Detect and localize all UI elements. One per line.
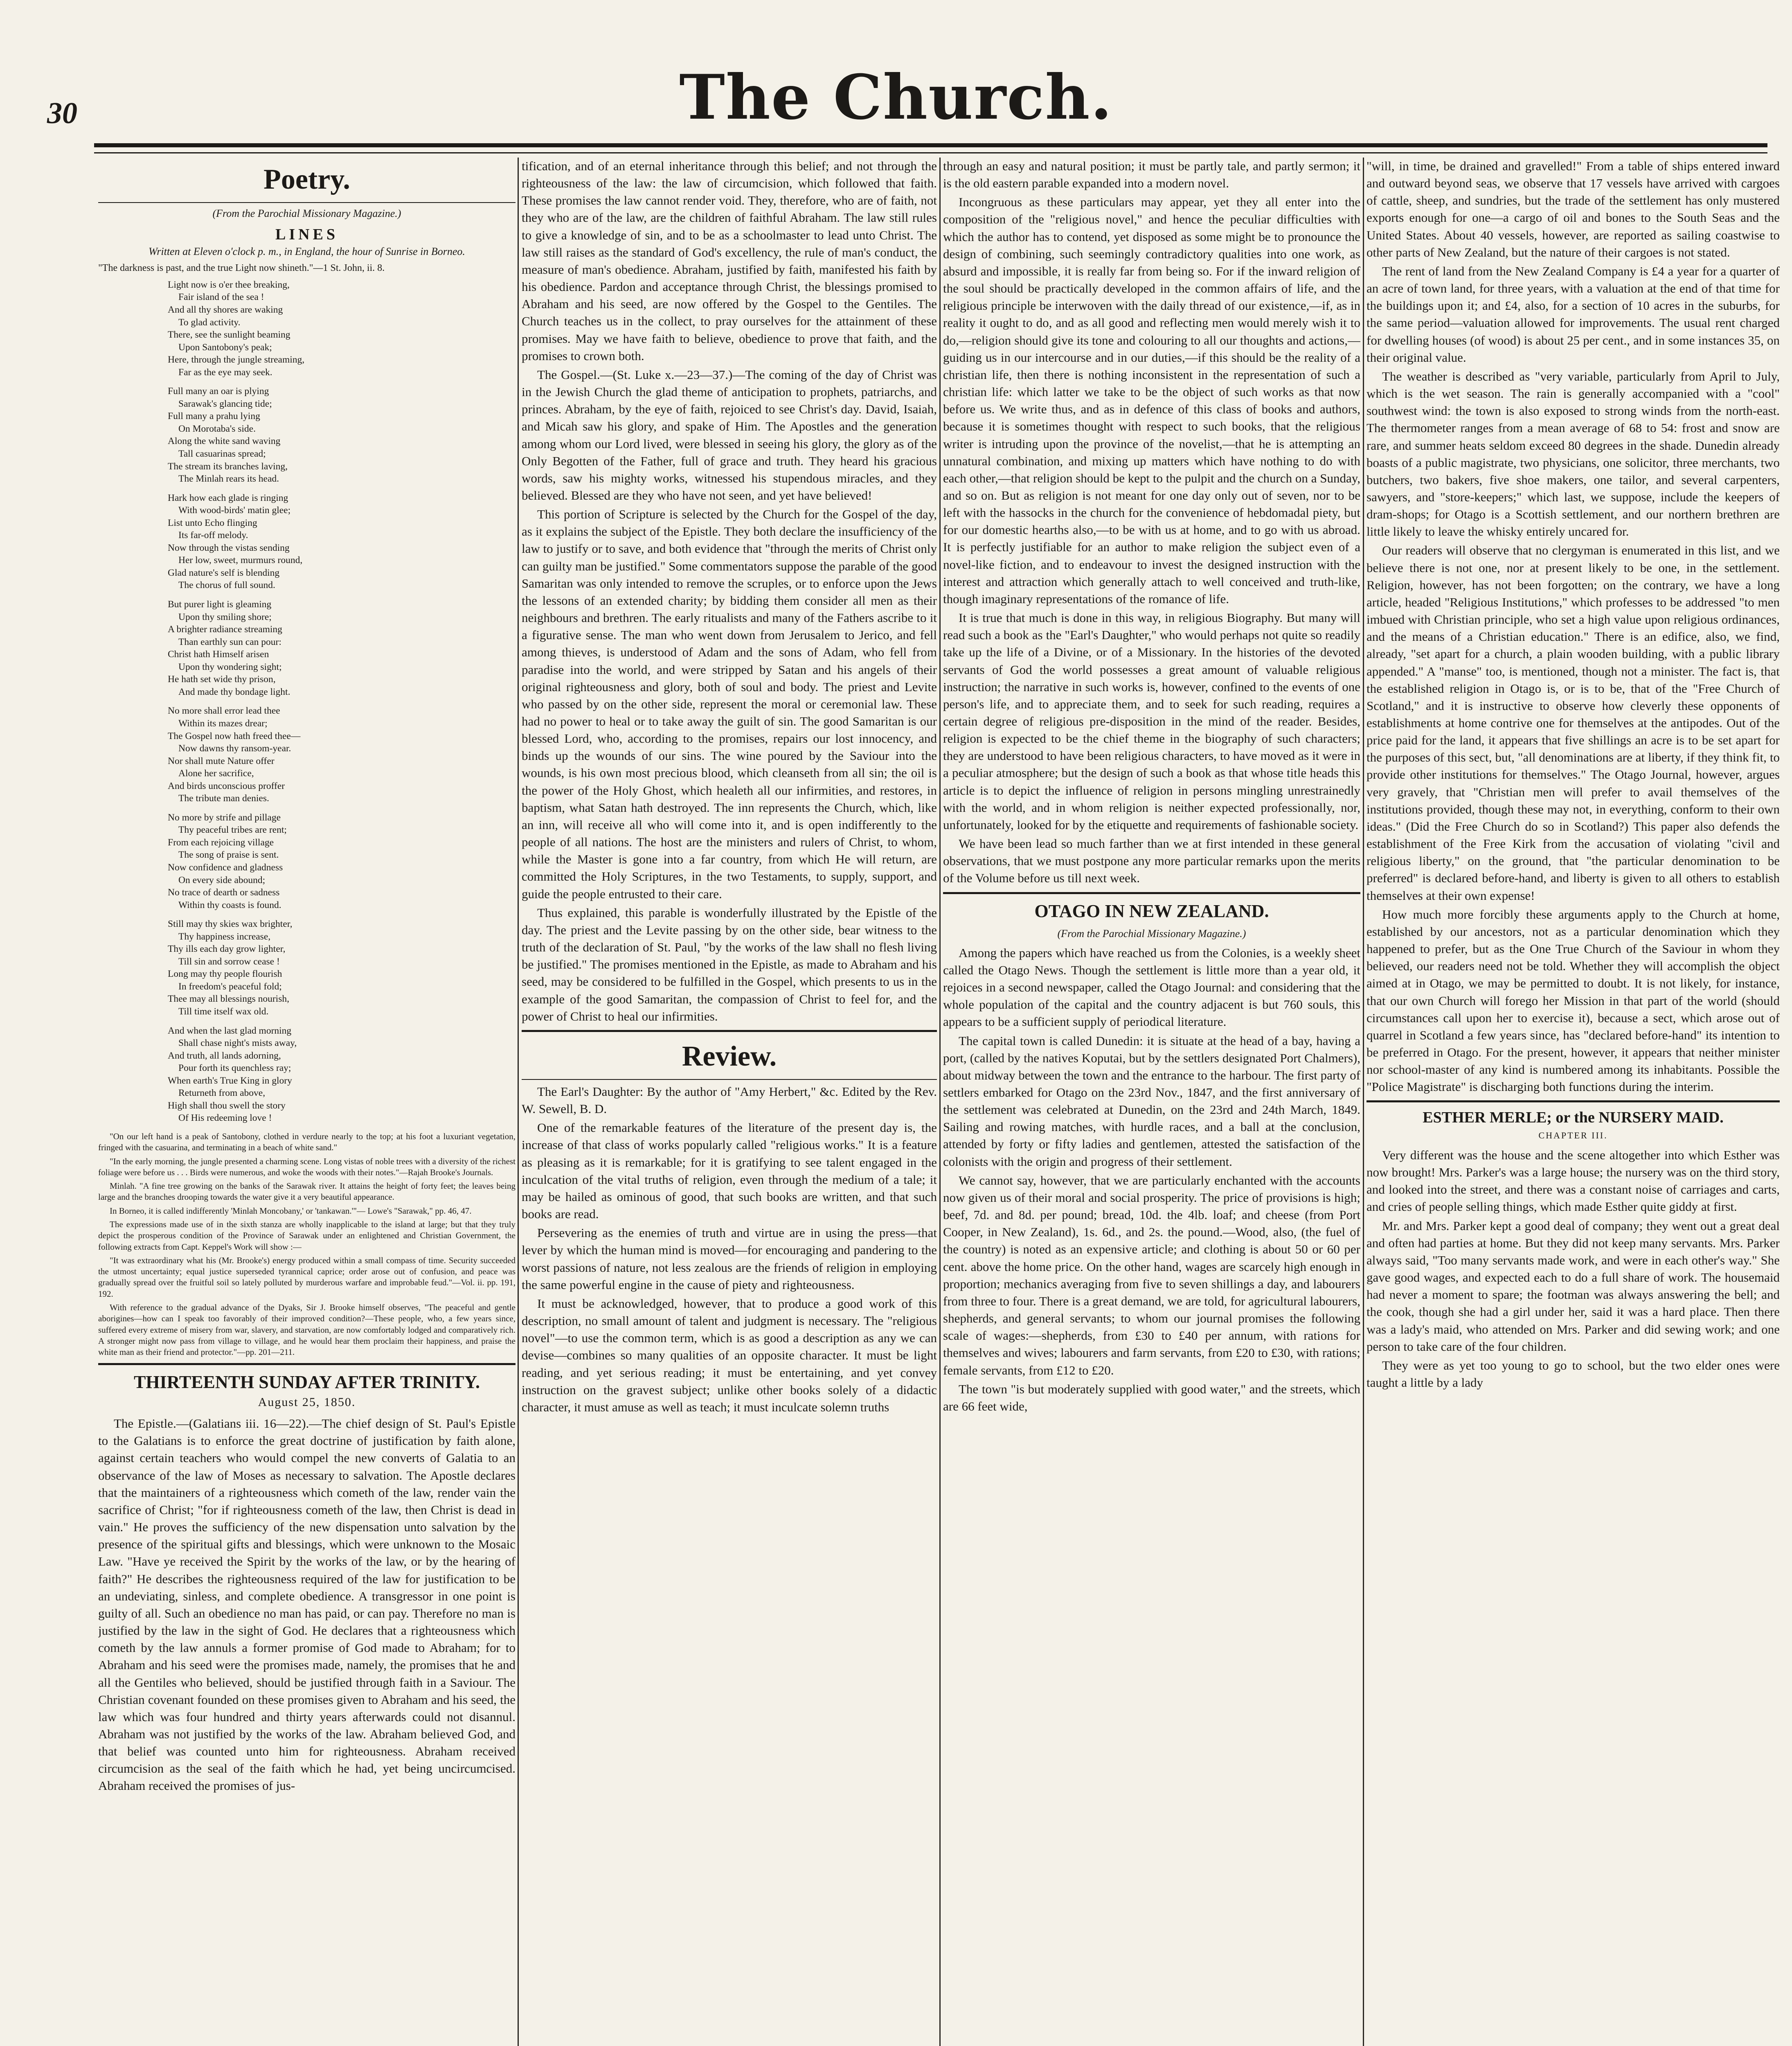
esther-paragraph: They were as yet too young to go to school, but the two elder ones were taught a little by a lady <box>1367 1358 1780 1390</box>
poem-line: And birds unconscious proffer <box>168 780 285 791</box>
poem-stanza <box>168 279 516 379</box>
poem-line: Light now is o'er thee breaking, <box>168 279 290 290</box>
poem-note: The expressions made use of in the sixth stanza are wholly inapplicable to the island at large; but that they truly depict the prosperous condition of the Province of Sarawak under an enlightened and Christian Government, the following extracts from Capt. Keppel's Work will show :— <box>98 1219 516 1252</box>
review-paragraph: Incongruous as these particulars may appear, yet they all enter into the composition of the "religious novel," and hence the peculiar difficulties with which the author has to contend, yet disposed as some might be to pronounce the design of combining, such seemingly contradictory qualities into one work, as absurd and impossible, it is really far from being so. For if the inward religion of the soul should be practically developed in the common affairs of life, and the religious principle be interwoven with the daily thread of our existence,—if, as in reality it ought to do, and as all good and reflecting men would merely wish it to do,—religion should give its tone and colouring to all our thoughts and actions,—guiding us in our intercourse and in our duties,—if this should be the reality of a christian life, then there is nothing inconsistent in the representation of such a christian life: which latter we take to be the object of such works as that now before us. We write thus, and as in defence of this class of books and authors, because it is sometimes thought with respect to such books, that the religious writer is intruding upon the province of the novelist,—that he is attempting an unnatural combination, and mixing up matters which have nothing to do with each other,—that religion should be kept to the pulpit and the church on a Sunday, and so on. But as religion is not meant for one day only out of seven, nor to be left with the hassocks in the church for the convenience of hebdomadal piety, but for our domestic hearths also,—to be with us at home, and to go with us abroad. It is perfectly justifiable for an author to make religion the subject even of a novel-like fiction, and to endeavour to invest the designed instruction with the interest and attraction which generally attach to well conceived and truth-like, though imaginary representations of the romance of life. <box>943 195 1360 606</box>
divider <box>522 1030 937 1032</box>
poem-line: Upon thy smiling shore; <box>178 611 272 622</box>
poem-line: Far as the eye may seek. <box>178 367 272 378</box>
poem-line: Within thy coasts is found. <box>178 899 281 910</box>
poetry-heading: Poetry. <box>263 164 350 195</box>
poem-epigraph: "The darkness is past, and the true Light now shineth."—1 St. John, ii. 8. <box>98 262 385 273</box>
epistle-paragraph: The Epistle.—(Galatians iii. 16—22).—The chief design of St. Paul's Epistle to the Galatians is to enforce the great doctrine of justification by faith alone, against certain teachers who would compel the new converts of Galatia to an observance of the law of Moses as necessary to salvation. The Apostle declares that the maintainers of a righteousness which cometh of the law, render vain the sacrifice of Christ; "for if righteousness cometh of the law, then Christ is dead in vain." He proves the sufficiency of the new dispensation unto salvation by the presence of the spiritual gifts and blessings, which were unknown to the Mosaic Law. "Have ye received the Spirit by the works of the law, or by the hearing of faith?" He describes the righteousness required of the law for justification to be an undeviating, sinless, and complete obedience. A transgressor in one point is guilty of all. Such an obedience no man has paid, or can pay. Therefore no man is justified by the law in the sight of God. He declares that a righteousness which cometh by the law annuls a former promise of God made to Abraham; for to Abraham and his seed were the promises made, namely, the promises that he and all the Gentiles who believed, should be justified through faith in a Saviour. The Christian covenant founded on these promises given to Abraham and his seed, the law which was four hundred and thirty years afterwards could not disannul. Abraham was not justified by the works of the law. Abraham believed God, and that belief was counted unto him for righteousness. Abraham received circumcision as the seal of the faith which he had, yet being uncircumcised. Abraham received the promises of jus- <box>98 1416 516 1793</box>
poem-line: Full many a prahu lying <box>168 411 260 422</box>
otago-paragraph: Among the papers which have reached us from the Colonies, is a weekly sheet called the Otago News. Though the settlement is little more than a year old, it rejoices in a second newspaper, called the Otago Journal: and considering that the whole population of the capital and the country adjacent is but 760 souls, this appears to be a sufficient supply of periodical literature. <box>943 945 1360 1029</box>
poem-line: Upon thy wondering sight; <box>178 661 282 672</box>
poem-line: No trace of dearth or sadness <box>168 887 280 898</box>
review-paragraph: We have been lead so much farther than we at first intended in these general observations, that we must postpone any more particular remarks upon the merits of the Volume before us till next week. <box>943 836 1360 886</box>
divider <box>98 202 516 203</box>
divider <box>943 892 1360 894</box>
poem-line: Tall casuarinas spread; <box>178 448 266 460</box>
poem-line: A brighter radiance streaming <box>168 624 282 635</box>
poem-line: Thee may all blessings nourish, <box>168 994 289 1005</box>
poem-notes <box>98 1131 516 1358</box>
poem-line: Full many an oar is plying <box>168 386 269 397</box>
poem-line: Thy peaceful tribes are rent; <box>178 825 287 836</box>
review-heading: Review. <box>682 1040 777 1072</box>
poem-line: And all thy shores are waking <box>168 304 283 315</box>
esther-heading: ESTHER MERLE; or the NURSERY MAID. <box>1423 1109 1724 1127</box>
poem-line: Here, through the jungle streaming, <box>168 354 305 365</box>
column-3 <box>943 158 1360 2046</box>
poem-line: Now dawns thy ransom-year. <box>178 743 291 754</box>
poem-line: On Morotaba's side. <box>178 423 256 434</box>
poem-line: Glad nature's self is blending <box>168 567 280 578</box>
poem-line: No more by strife and pillage <box>168 812 281 823</box>
poem-line: He hath set wide thy prison, <box>168 674 276 685</box>
otago-source: (From the Parochial Missionary Magazine.) <box>1057 928 1246 940</box>
otago-paragraph: The town "is but moderately supplied with good water," and the streets, which are 66 feet wide, <box>943 1381 1360 1413</box>
column-1 <box>98 158 516 2046</box>
poem-line: When earth's True King in glory <box>168 1075 292 1086</box>
poem-line: To glad activity. <box>178 317 241 328</box>
poem-line: Till sin and sorrow cease ! <box>178 956 280 967</box>
otago-paragraph: The rent of land from the New Zealand Company is £4 a year for a quarter of an acre of town land, for three years, with a valuation at the end of that time for the buildings upon it; and £4, also, for a section of 10 acres in the suburbs, for the same period—valuation allowed for improvements. The usual rent charged for dwelling houses (of wood) is about 25 per cent., and in some instances 35, on their original value. <box>1367 264 1780 365</box>
poem-stanza <box>168 598 516 698</box>
poem-line: With wood-birds' matin glee; <box>178 505 291 516</box>
poem-line: Of His redeeming love ! <box>178 1113 272 1124</box>
otago-paragraph: The weather is described as "very variable, particularly from April to July, which is the wet season. The rain is generally accompanied with a "cool" southwest wind: the town is also exposed to strong winds from the north-east. The thermometer ranges from a mean average of 68 to 54: frost and snow are rare, and summer heats seldom exceed 80 degrees in the shade. Dunedin already boasts of a public magistrate, two physicians, one solicitor, three merchants, two butchers, two bakers, five shoe makers, one tailor, and several carpenters, sawyers, and "store-keepers;" which last, we suppose, include the keepers of dram-shops; for Otago is a Scottish settlement, and our northern brethren are little likely to leave the whisky entirely uncared for. <box>1367 369 1780 539</box>
poem-line: Along the white sand waving <box>168 436 281 447</box>
poem-stanza <box>168 811 516 911</box>
poem-title: LINES <box>275 225 339 243</box>
poem-stanza <box>168 385 516 485</box>
poem-line: Christ hath Himself arisen <box>168 649 269 660</box>
poem-line: Shall chase night's mists away, <box>178 1038 297 1049</box>
review-paragraph: It must be acknowledged, however, that to produce a good work of this description, no small amount of talent and judgment is necessary. The "religious novel"—to use the common term, which is as good a description as any we can devise—combines so many qualities of an opposite character. It must be light reading, and yet serious reading; it must be entertaining, and yet convey instruction on the gravest subject; unlike other books solely of a didactic character, it must amuse as well as teach; it must inculcate solemn truths <box>522 1296 937 1414</box>
review-paragraph: Persevering as the enemies of truth and virtue are in using the press—that lever by which the human mind is moved—for encouraging and pandering to the worst passions of nature, not less zealous are the friends of religion in employing the same powerful engine in the cause of piety and righteousness. <box>522 1226 937 1292</box>
otago-paragraph: We cannot say, however, that we are particularly enchanted with the accounts now given us of their moral and social prosperity. The price of provisions is high; beef, 7d. and 8d. per pound; bread, 10d. the 4lb. loaf; and cheese (from Port Cooper, in New Zealand), 1s. 6d., and 2s. the pound.—Wood, also, (the fuel of the country) is noted as an expensive article; and clothing is about 50 or 60 per cent. above the home price. On the other hand, wages are scarcely high enough in proportion; mechanics averaging from five to seven shillings a day, and labourers from three to four. There is a great demand, we are told, for agricultural labourers, shepherds, and general servants; to whom our journal promises the following scale of wages:—shepherds, from £30 to £40 per annum, with rations for themselves and wives; labourers and farm servants, from £20 to £30, with rations; female servants, from £12 to £20. <box>943 1173 1360 1377</box>
poetry-source: (From the Parochial Missionary Magazine.) <box>212 207 401 220</box>
poem-line: The song of praise is sent. <box>178 849 279 861</box>
poem-line: And when the last glad morning <box>168 1025 292 1036</box>
poem-line: Fair island of the sea ! <box>178 292 264 303</box>
poem-line: And made thy bondage light. <box>178 686 290 697</box>
masthead-title: The Church. <box>679 61 1113 133</box>
column-4 <box>1367 158 1780 2046</box>
epistle-continued: tification, and of an eternal inheritance through this belief; and not through the righteousness of the law: the law of circumcision, which followed that faith. These promises the law cannot render void. They, therefore, who are of faith, not they who are of the law, are the children of faithful Abraham. The law still rules to give a knowledge of sin, and to be as a schoolmaster to lead unto Christ. The law still raises as the standard of God's excellency, the rule of man's conduct, the measure of man's obedience. Abraham, justified by faith, manifested his faith by his obedience. Pardon and acceptance through Christ, the blessings promised to Abraham and his seed, are now offered by the Gospel to the Gentiles. The Church teaches us in the collect, to pray ourselves for the attainment of these promises. May we have faith to believe, obedience to prove that faith, and the promises to crown both. <box>522 159 937 363</box>
poem-line: The tribute man denies. <box>178 793 269 804</box>
poem-line: But purer light is gleaming <box>168 599 272 610</box>
poem-stanza <box>168 918 516 1018</box>
poem-line: Its far-off melody. <box>178 530 248 541</box>
poem-line: Now through the vistas sending <box>168 542 290 553</box>
otago-paragraph: How much more forcibly these arguments apply to the Church at home, established by our ancestors, not as a particular denomination which they happened to prefer, but as the One True Church of the Saviour in whom they believed, our readers need not be told. Whether they will accomplish the object aimed at in Otago, we may be permitted to doubt. It is not likely, for instance, that our own Church will forego her Mission in that part of the world (should circumstances call upon her to exercise it), because a sect, which arose out of quarrel in Scotland a few years since, has "declared before-hand" its intention to be preferred in Otago. For the present, however, it appears that neither minister nor school-master of any kind is numbered among its inhabitants. Possible the "Police Magistrate" is discharging both functions during the interim. <box>1367 907 1780 1094</box>
poem-line: Long may thy people flourish <box>168 969 282 980</box>
poem-line: Alone her sacrifice, <box>178 768 254 779</box>
poem-note: "It was extraordinary what his (Mr. Brooke's) energy produced within a small compass of time. Security succeeded the utmost uncertainty; equal justice superseded tyrannical caprice; order arose out of confusion, and peace was gradually spread over the fruitful soil so lately polluted by murderous warfare and improbable feud."—Vol. ii. pp. 191, 192. <box>98 1255 516 1299</box>
poem-line: And truth, all lands adorning, <box>168 1050 281 1061</box>
poem-line: No more shall error lead thee <box>168 705 280 717</box>
poem-note: In Borneo, it is called indifferently 'Minlah Moncobany,' or 'tankawan.'"— Lowe's "Sarawak," pp. 46, 47. <box>110 1206 472 1216</box>
parable-explained-paragraph: Thus explained, this parable is wonderfully illustrated by the Epistle of the day. The priest and the Levite passing by on the other side, bear witness to the truth of the declaration of St. Paul, "by the works of the law shall no flesh living be justified." The promises mentioned in the Epistle, as made to Abraham and his seed, may be considered to be fulfilled in the Gospel, which presents to us in the example of the good Samaritan, the compassion of Christ to feel for, and the power of Christ to heal our infirmities. <box>522 905 937 1023</box>
review-paragraph: It is true that much is done in this way, in religious Biography. But many will read such a book as the "Earl's Daughter," who would perhaps not quite so readily take up the life of a Divine, or of a Missionary. In the histories of the devoted servants of God the world possesses a great amount of valuable religious instruction; the narrative in such works is, however, confined to the events of one person's life, and to appreciate them, and to seek for such reading, requires a certain degree of religious pre-disposition in the mind of the reader. Besides, religion is expected to be the chief theme in the biography of such characters; they are understood to have been religious characters, to have moved as it were in a peculiar atmosphere; but the design of such a book as that whose title heads this article is to depict the influence of religion in persons mingling unrestrainedly with the world, and in whom religion is neither expected professionally, nor, unfortunately, looked for by the etiquette and requirements of fashionable society. <box>943 611 1360 832</box>
poem-line: Within its mazes drear; <box>178 718 268 729</box>
esther-paragraph: Mr. and Mrs. Parker kept a good deal of company; they went out a great deal and often had parties at home. But they did not keep many servants. Mrs. Parker always said, "Too many servants made work, and were in each other's way." She gave good wages, and expected each to do a full share of work. The housemaid had never a moment to spare; the footman was always answering the bell; and the cook, though she had a girl under her, said it was a hard place. Then there was a lady's maid, who attended on Mrs. Parker and did sewing work; and one person to take care of the four children. <box>1367 1218 1780 1354</box>
column-2 <box>522 158 937 2046</box>
poem-body <box>98 279 516 1124</box>
poem-line: The Gospel now hath freed thee— <box>168 730 301 741</box>
column-rule <box>939 158 941 2046</box>
divider <box>98 1363 516 1365</box>
otago-heading: OTAGO IN NEW ZEALAND. <box>1034 901 1269 921</box>
poem-line: Nor shall mute Nature offer <box>168 755 275 766</box>
esther-paragraph: Very different was the house and the scene altogether into which Esther was now brought! Mrs. Parker's was a large house; the nursery was on the third story, and looked into the street, and there was a constant noise of carriages and carts, and cries of people selling things, which made Esther quite giddy at first. <box>1367 1148 1780 1214</box>
column-rule <box>518 158 519 2046</box>
poem-stanza <box>168 492 516 592</box>
poem-line: Upon Santobony's peak; <box>178 342 272 353</box>
poem-stanza <box>168 1025 516 1124</box>
review-paragraph: One of the remarkable features of the literature of the present day is, the increase of that class of works popularly called "religious works." It is a feature as pleasing as it is remarkable; for it is gratifying to see talent engaged in the inculcation of the vital truths of religion, even through the medium of a tale; it may be hailed as ominous of good, that such books are written, and that such books are read. <box>522 1120 937 1221</box>
poem-line: List unto Echo flinging <box>168 517 257 528</box>
poem-line: There, see the sunlight beaming <box>168 329 290 340</box>
review-book-title: The Earl's Daughter: By the author of "Amy Herbert," &c. Edited by the Rev. W. Sewell, B. D. <box>522 1084 937 1116</box>
poem-line: The chorus of full sound. <box>178 580 275 591</box>
poem-line: Still may thy skies wax brighter, <box>168 919 293 930</box>
review-continued: through an easy and natural position; it must be partly tale, and partly sermon; it is the old eastern parable expanded into a modern novel. <box>943 159 1360 191</box>
poem-line: Hark how each glade is ringing <box>168 492 288 503</box>
poem-note: "In the early morning, the jungle presented a charming scene. Long vistas of noble trees with a diversity of the richest foliage were before us . . . Birds were numerous, and woke the woods with their notes."—Rajah Brooke's Journals. <box>98 1156 516 1177</box>
poem-note: Minlah. "A fine tree growing on the banks of the Sarawak river. It attains the height of forty feet; the leaves being large and the branches drooping towards the water give it a very beautiful appearance. <box>98 1181 516 1202</box>
poem-line: The Minlah rears its head. <box>178 473 279 484</box>
poem-line: The stream its branches laving, <box>168 461 288 472</box>
divider <box>522 1079 937 1080</box>
poem-line: Sarawak's glancing tide; <box>178 398 272 409</box>
poem-line: Now confidence and gladness <box>168 862 283 873</box>
page-number: 30 <box>47 97 77 130</box>
poem-note: "On our left hand is a peak of Santobony, clothed in verdure nearly to the top; at his foot a luxuriant vegetation, fringed with the casuarina, and terminating in a beach of white sand." <box>98 1131 516 1153</box>
masthead-rule <box>94 143 1767 147</box>
trinity-heading: THIRTEENTH SUNDAY AFTER TRINITY. <box>133 1372 480 1392</box>
poem-subtitle: Written at Eleven o'clock p. m., in England, the hour of Sunrise in Borneo. <box>149 246 465 258</box>
poem-line: Till time itself wax old. <box>178 1006 269 1017</box>
poem-note: With reference to the gradual advance of the Dyaks, Sir J. Brooke himself observes, "The peaceful and gentle aborigines—how can I speak too favorably of their improved condition?—These people, who, a few years since, suffered every extreme of misery from war, slavery, and starvation, are now comfortably lodged and comparatively rich. A stronger might now pass from village to village, and he would hear them proclaim their happiness, and praise the white man as their friend and protector."—pp. 201—211. <box>98 1302 516 1357</box>
otago-continued: "will, in time, be drained and gravelled!" From a table of ships entered inward and outward beyond seas, we observe that 17 vessels have arrived with cargoes of cattle, sheep, and sundries, but the trade of the settlement has only mustered exports enough for one—a cargo of oil and bones to the South Seas and the United States. About 40 vessels, however, are reported as sailing coastwise to other parts of New Zealand, but the nature of their cargoes is not stated. <box>1367 159 1780 259</box>
masthead-rule-thin <box>94 152 1767 153</box>
esther-chapter: CHAPTER III. <box>1538 1130 1608 1141</box>
poem-line: On every side abound; <box>178 874 266 886</box>
otago-paragraph: Our readers will observe that no clergyman is enumerated in this list, and we believe there is not one, nor at present likely to be one, in the settlement. Religion, however, has not been forgotten; on the contrary, we have a long article, headed "Religious Institutions," which professes to be addressed "to men imbued with Christian principle, who set a high value upon religious ordinances, and the means of a Christian education." There is an edifice, also, we find, already, "set apart for a church, a plain wooden building, with a public library appended." A "manse" too, is mentioned, though not a minister. The fact is, that the established religion in Otago is, or is to be, that of the "Free Church of Scotland," and it is instructive to observe how cleverly these opponents of establishments at home contrive one for themselves at the antipodes. Out of the price paid for the land, it appears that five shillings an acre is to be set apart for the purposes of this sect, but, "all denominations are at liberty, if they think fit, to provide other institutions for themselves." The Otago Journal, however, argues very gravely, that "Christian men will prefer to avail themselves of the institutions provided, though these may not, in everything, conform to their own ideas." (Did the Free Church do so in Scotland?) This paper also defends the establishment of the Free Kirk from the accusation of violating "civil and religious liberty," on the ground, that "the particular denomination to be preferred" is declared before-hand, and liberty is given to all others to establish themselves at their own expense! <box>1367 543 1780 903</box>
otago-paragraph: The capital town is called Dunedin: it is situate at the head of a bay, having a port, (called by the natives Koputai, but by the settlers designated Port Chalmers), about midway between the town and the entrance to the harbour. The first party of settlers embarked for Otago on the 23rd Nov., 1847, and the first anniversary of the settlement was celebrated at Dunedin, on the 23rd and 24th March, 1849. Sailing and rowing matches, with hurdle races, and a ball at the conclusion, attended by forty or fifty ladies and gentlemen, attested the satisfaction of the colonists with the origin and progress of their settlement. <box>943 1033 1360 1169</box>
poem-line: Her low, sweet, murmurs round, <box>178 555 303 566</box>
column-rule <box>1363 158 1364 2046</box>
trinity-date: August 25, 1850. <box>258 1395 356 1409</box>
poem-line: Than earthly sun can pour: <box>178 636 281 647</box>
poem-line: From each rejoicing village <box>168 837 274 848</box>
divider <box>1367 1100 1780 1102</box>
poem-line: Pour forth its quenchless ray; <box>178 1063 291 1074</box>
poem-line: Thy happiness increase, <box>178 931 271 942</box>
poem-line: Returneth from above, <box>178 1088 266 1099</box>
poem-line: Thy ills each day grow lighter, <box>168 944 286 955</box>
poem-line: High shall thou swell the story <box>168 1100 286 1111</box>
poem-line: In freedom's peaceful fold; <box>178 981 282 992</box>
poem-stanza <box>168 705 516 804</box>
gospel-paragraph: The Gospel.—(St. Luke x.—23—37.)—The coming of the day of Christ was in the Jewish Church the glad theme of anticipation to prophets, patriarchs, and princes. Abraham, by the eye of faith, rejoiced to see Christ's day. David, Isaiah, and Micah saw his glory, and spake of Him. The Apostles and the generation among whom our Lord lived, were blessed in seeing his glory, the glory as of the Only Begotten of the Father, full of grace and truth. They heard his gracious words, saw his mighty works, witnessed his stupendous miracles, and they believed. Blessed are they who have not seen, and yet have believed! <box>522 367 937 502</box>
parable-paragraph: This portion of Scripture is selected by the Church for the Gospel of the day, as it explains the subject of the Epistle. They both declare the insufficiency of the law to justify or to save, and both evidence that "through the merits of Christ only can guilty man be justified." Some commentators suppose the parable of the good Samaritan was only intended to remove the scruples, or to enforce upon the Jews the lessons of an extended charity; by bidding them consider all men as their neighbours and brethren. The early ritualists and many of the Fathers ascribe to it a figurative sense. The man who went down from Jerusalem to Jerico, and fell among thieves, is understood of Adam and the sons of Adam, who fell from paradise into the world, and were stripped by Satan and his angels of their original righteousness and glory, both of soul and body. The priest and Levite who passed by on the other side, represent the moral or ceremonial law. These had no power to heal or to take away the guilt of sin. The good Samaritan is our blessed Lord, who, according to the promises, repairs our lost innocency, and binds up the wounds of our sins. The wine poured by the Saviour into the wounds, is his own most precious blood, which cleanseth from all sin; the oil is the power of the Holy Ghost, which healeth all our infirmities, and restores, in baptism, what Satan hath destroyed. The inn represents the Church, which, like an inn, will receive all who will come into it, and is open indifferently to the people of all nations. The host are the ministers and rulers of Christ, to whom, while the Master is gone into a far country, from which He will return, are committed the Holy Scriptures, in the two Testaments, to supply, support, and guide the people entrusted to their care. <box>522 507 937 901</box>
